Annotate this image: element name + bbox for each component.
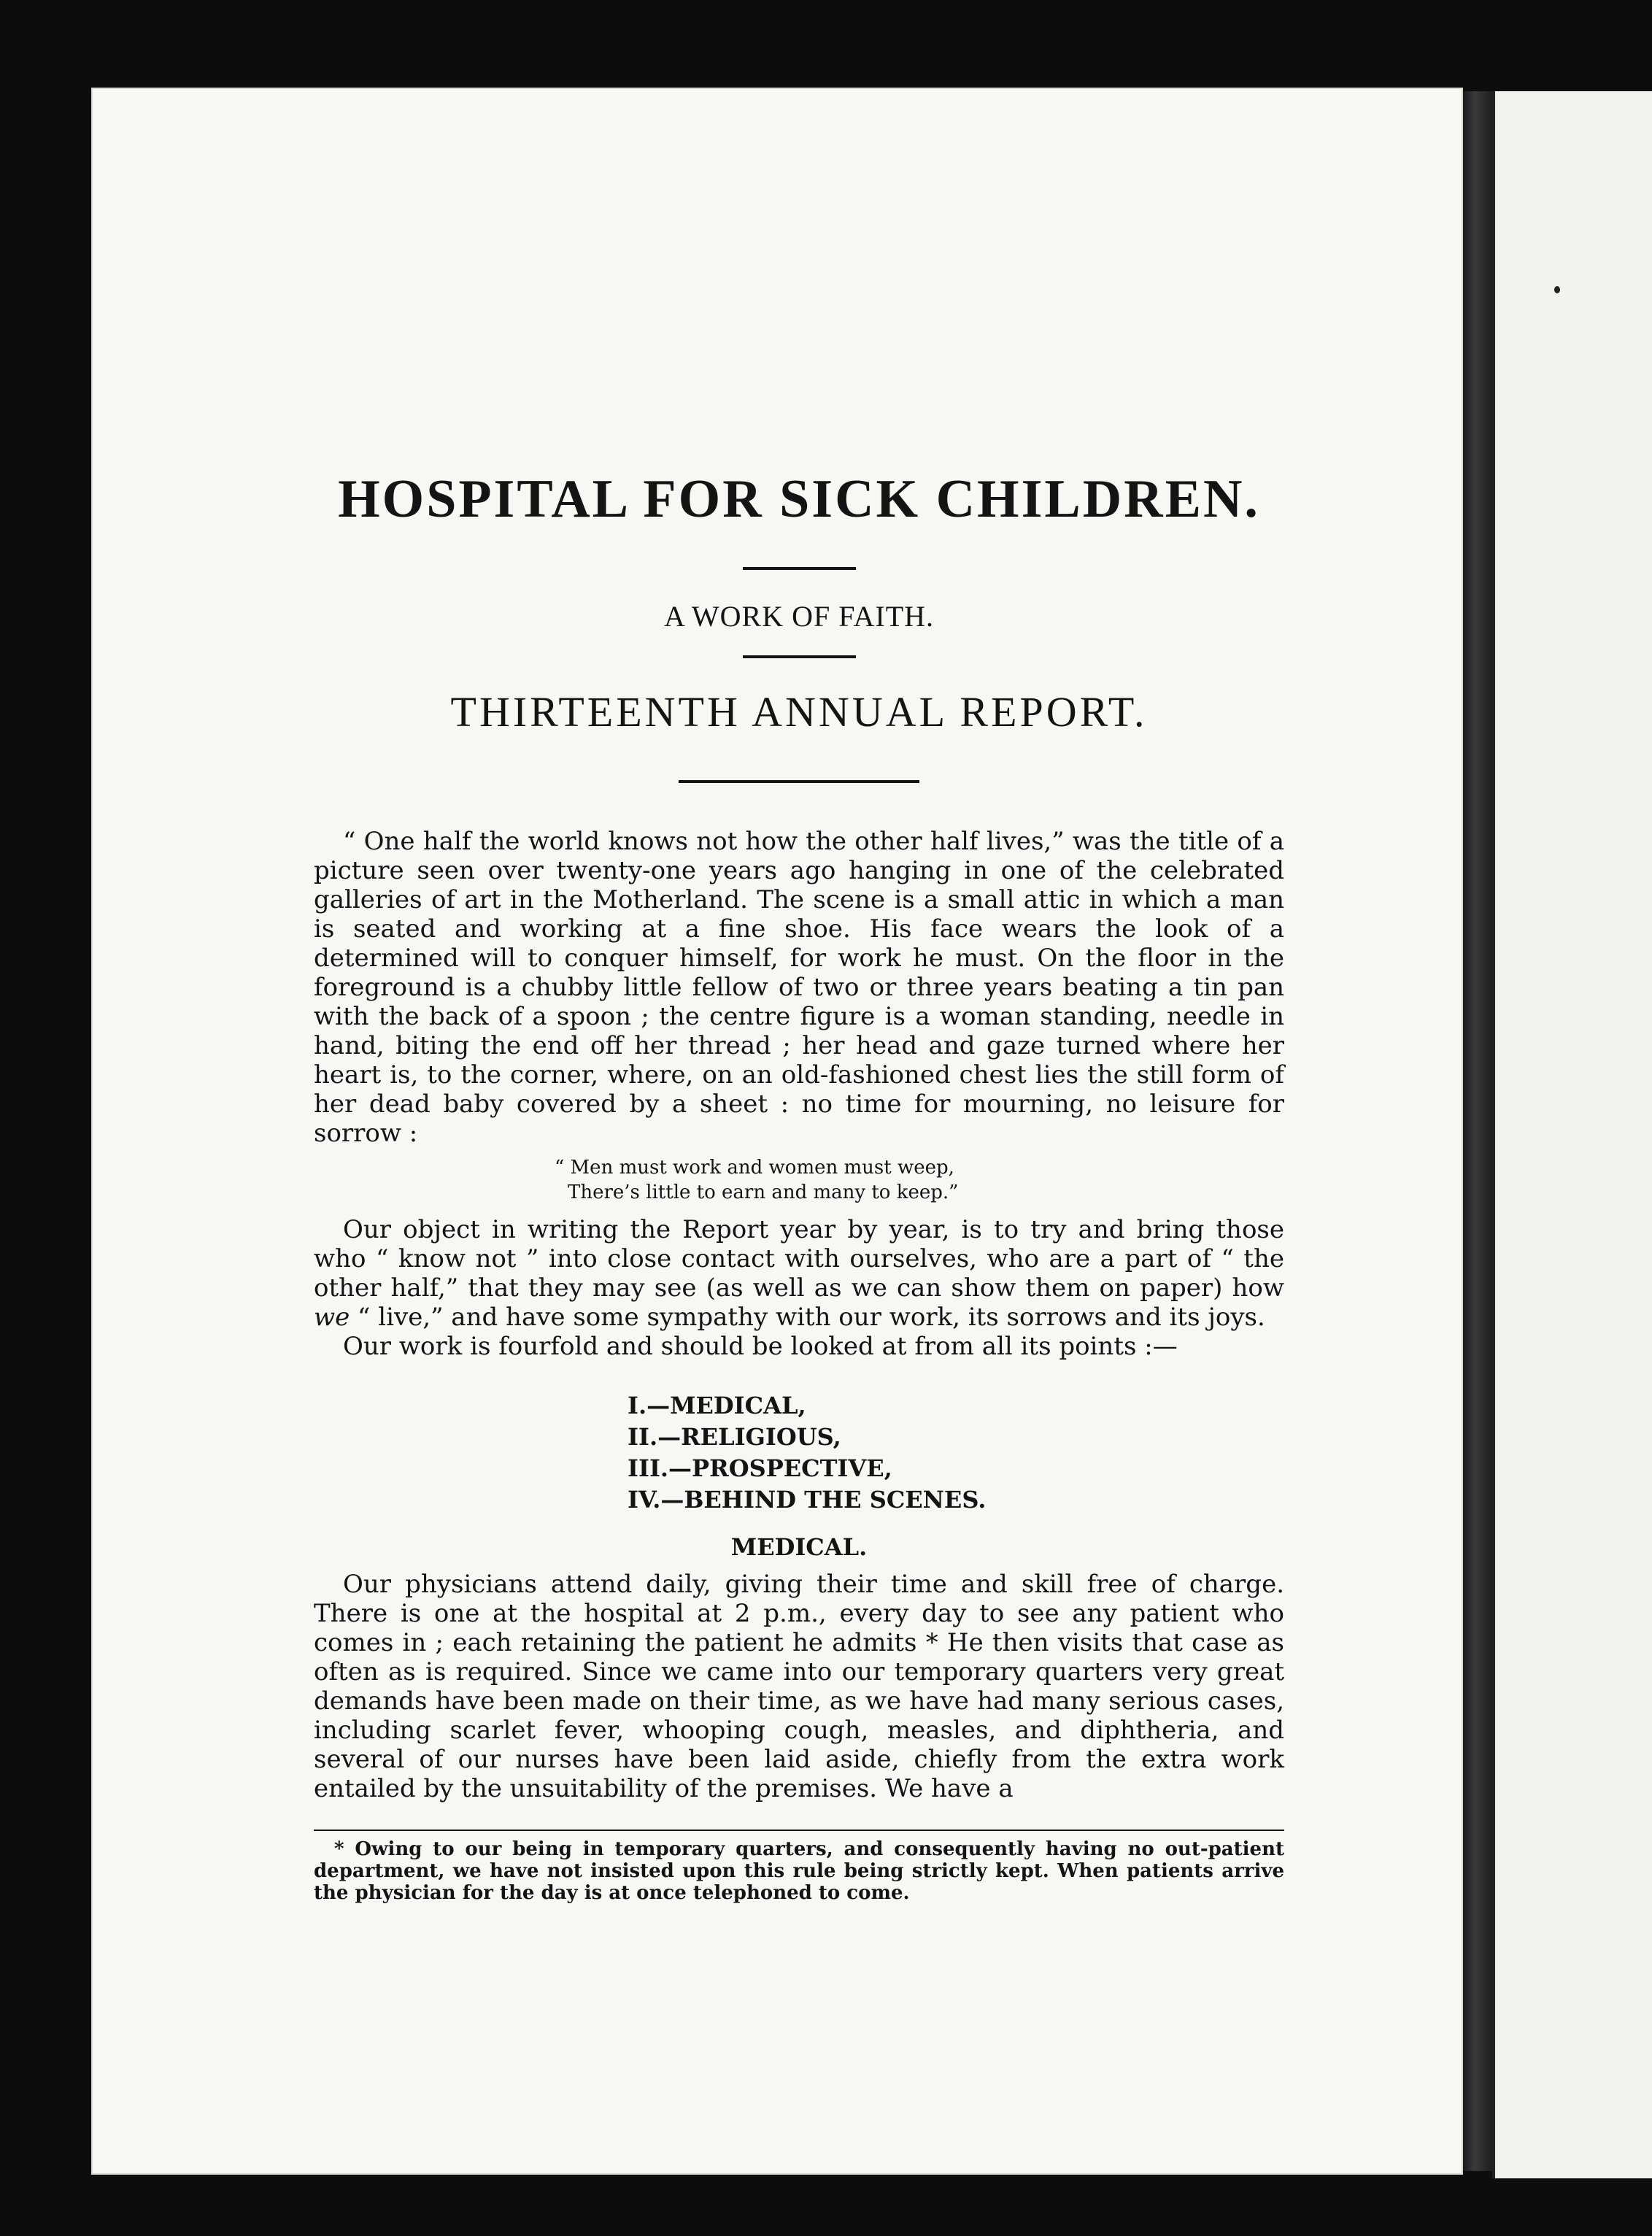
point-item: III.—PROSPECTIVE, [628, 1454, 892, 1482]
report-title: THIRTEENTH ANNUAL REPORT. [450, 687, 1148, 736]
section-heading-medical: MEDICAL. [730, 1533, 868, 1561]
subtitle: A WORK OF FAITH. [663, 599, 935, 633]
point-item: I.—MEDICAL, [628, 1391, 806, 1419]
point-item: IV.—BEHIND THE SCENES. [628, 1485, 987, 1514]
point-item: II.—RELIGIOUS, [628, 1422, 841, 1451]
verse-quote [314, 1155, 1284, 1205]
points-list [314, 1390, 1284, 1516]
fourfold-paragraph: Our work is fourfold and should be looked at from all its points :— [343, 1331, 1178, 1361]
object-paragraph-emphasis: we [314, 1302, 350, 1332]
ink-mark [1554, 286, 1560, 293]
verse-line-2: There’s little to earn and many to keep.” [568, 1181, 959, 1203]
object-paragraph-end: “ live,” and have some sympathy with our work, its sorrows and its joys. [350, 1302, 1265, 1332]
page-content [314, 467, 1284, 1904]
object-paragraph [314, 1215, 1284, 1332]
page-gutter [1463, 91, 1492, 2171]
object-paragraph-start: Our object in writing the Report year by year, is to try and bring those who “ know not ” into close contact with ourselves, who are a part of “ the other half,” that they may see (as well as we can show them on paper) how [314, 1214, 1284, 1303]
footnote: * Owing to our being in temporary quarters, and consequently having no out-patient department, we have not insisted upon this rule being strictly kept. When patients arrive the physician for the day is at once telephoned to come. [314, 1838, 1284, 1904]
page-title: HOSPITAL FOR SICK CHILDREN. [338, 469, 1260, 529]
medical-paragraph: Our physicians attend daily, giving their time and skill free of charge. There is one at the hospital at 2 p.m., every day to see any patient who comes in ; each retaining the patient he admits * He then visits that case as often as is required. Since we came into our temporary quarters very great demands have been made on their time, as we have had many serious cases, including scarlet fever, whooping cough, measles, and diphtheria, and several of our nurses have been laid aside, chiefly from the extra work entailed by the unsuitability of the premises. We have a [314, 1569, 1284, 1803]
right-page-edge [1492, 91, 1652, 2178]
verse-line-1: “ Men must work and women must weep, [555, 1156, 954, 1179]
intro-paragraph: “ One half the world knows not how the other half lives,” was the title of a picture seen over twenty-one years ago hanging in one of the celebrated galleries of art in the Motherland. The scene is a small attic in which a man is seated and working at a fine shoe. His face wears the look of a determined will to conquer himself, for work he must. On the floor in the foreground is a chubby little fellow of two or three years beating a tin pan with the back of a spoon ; the centre figure is a woman standing, needle in hand, biting the end off her thread ; her head and gaze turned where her heart is, to the corner, where, on an old-fashioned chest lies the still form of her dead baby covered by a sheet : no time for mourning, no leisure for sorrow : [314, 826, 1284, 1148]
